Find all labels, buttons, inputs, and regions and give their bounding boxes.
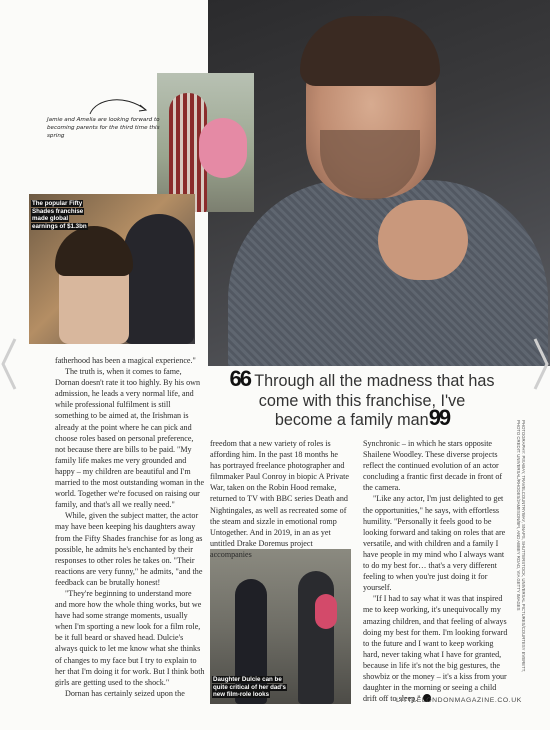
photo-figure (124, 214, 194, 344)
portrait-hair (300, 16, 440, 86)
pull-quote-text: Through all the madness that has come with this franchise, I've become a family man (254, 372, 495, 429)
paragraph: freedom that a new variety of roles is affording him. In the past 18 months he has portrayed freelance photographer and filmmaker Paul Conroy in biopic A Private War, taken on the Robin Hood remake, returned to TV with BBC series Death and Nightingales, as well as recreated some of the steam and sizzle in emotional romp Untogether. And in 2019, in an as yet untitled Drake Doremus project accompanies (210, 439, 349, 559)
paragraph: "They're beginning to understand more and more how the whole thing works, but we have had some strange moments, usually when I'm sporting a new look for a film role, be it full beard or shaved head. Dulcie's always quick to let me know what she thinks of changes to my face but I try to explain to her that I'm doing it for work. But I think both girls are getting used to the shock." (55, 588, 205, 687)
shirt (228, 180, 548, 366)
caption-arrow-icon (86, 96, 150, 118)
paragraph-text: "If I had to say what it was that inspired me to keep working, it's unequivocally my amazing children, and that feeling of always doing my best for them. I'm looking forward to the future and I want to keep working hard, never taking what I have for granted, because in life it's not the big gestures, the showbiz or the money – it's a kiss from your daughter in the morning or seeing a child drift off to sleep." (363, 594, 508, 704)
photo-caption-fifty-shades (31, 200, 91, 230)
photo-child (199, 118, 247, 178)
magazine-url-footer: LITTLELONDONMAGAZINE.CO.UK (396, 697, 522, 704)
article-column-2 (210, 438, 350, 560)
photo-credit: PHOTOGRAPHY: PIXABAY, TRAVELCOUNTRYWAY, SNAPS, SHUTTERSTOCK, UNIVERSAL PICTURES/COURTESY EVERETT, PHOTO CREDIT: UNIVERSAL/RHODES/JAMESON/BFI, AND ABBEY ROAD, VIA GETTY IMAGES (515, 420, 526, 673)
handwritten-caption: Jamie and Amelia are looking forward to becoming parents for the third time this spring (47, 117, 160, 140)
article-column-1 (55, 355, 205, 699)
paragraph: "Like any actor, I'm just delighted to get the opportunities," he says, with effortless humility. "Personally it feels good to be looking forward and taking on roles that are versatile, and with children and a family I have people in my mind who I always want to do my best for… that's a very different feeling to when you're just doing it for yourself. (363, 494, 506, 593)
paragraph (363, 593, 511, 704)
pull-quote (228, 366, 496, 431)
close-quote-mark: 99 (428, 405, 450, 430)
photo-caption-dulcie (212, 676, 292, 699)
photo-figure (298, 571, 334, 704)
photo-hair (55, 226, 133, 276)
photo-caption-text: The popular Fifty Shades franchise made global earnings of $1.3bn (32, 200, 87, 230)
paragraph: While, given the subject matter, the actor may have been keeping his daughters away from the Fifty Shades franchise for as long as possible, he admits he's enchanted by their responses to other roles he takes on. "Their reactions are very funny," he admits, "and the feedback can be brutally honest! (55, 511, 203, 587)
paragraph: The truth is, when it comes to fame, Dornan doesn't rate it too highly. By his own admission, he leads a very normal life, and while professional fulfilment is still something to be aimed at, the Irishman is already at the point where he can pick and choose roles based on personal preference, not because there are bills to be paid. "My family life makes me very grounded and happy – my children are beautiful and I'm married to the most outstanding woman in the world. Together we're focused on raising our family, and that's all we really need." (55, 367, 205, 510)
photo-child (315, 594, 337, 629)
couple-photo (157, 73, 254, 212)
paragraph: Synchronic – in which he stars opposite Shailene Woodley. These diverse projects reflect the continued evolution of an actor concluding a frantic first decade in front of the camera. (363, 439, 503, 493)
previous-page-chevron-icon[interactable] (0, 336, 18, 392)
open-quote-mark: 66 (229, 366, 250, 391)
hero-portrait-photo (208, 0, 550, 366)
paragraph: Dornan has certainly seized upon the (65, 688, 185, 698)
article-column-3 (363, 438, 511, 704)
next-page-chevron-icon[interactable] (532, 336, 550, 392)
portrait-hand (378, 200, 468, 280)
photo-caption-text: Daughter Dulcie can be quite critical of her dad's new film-role looks (213, 676, 286, 699)
paragraph: fatherhood has been a magical experience." (55, 356, 196, 365)
